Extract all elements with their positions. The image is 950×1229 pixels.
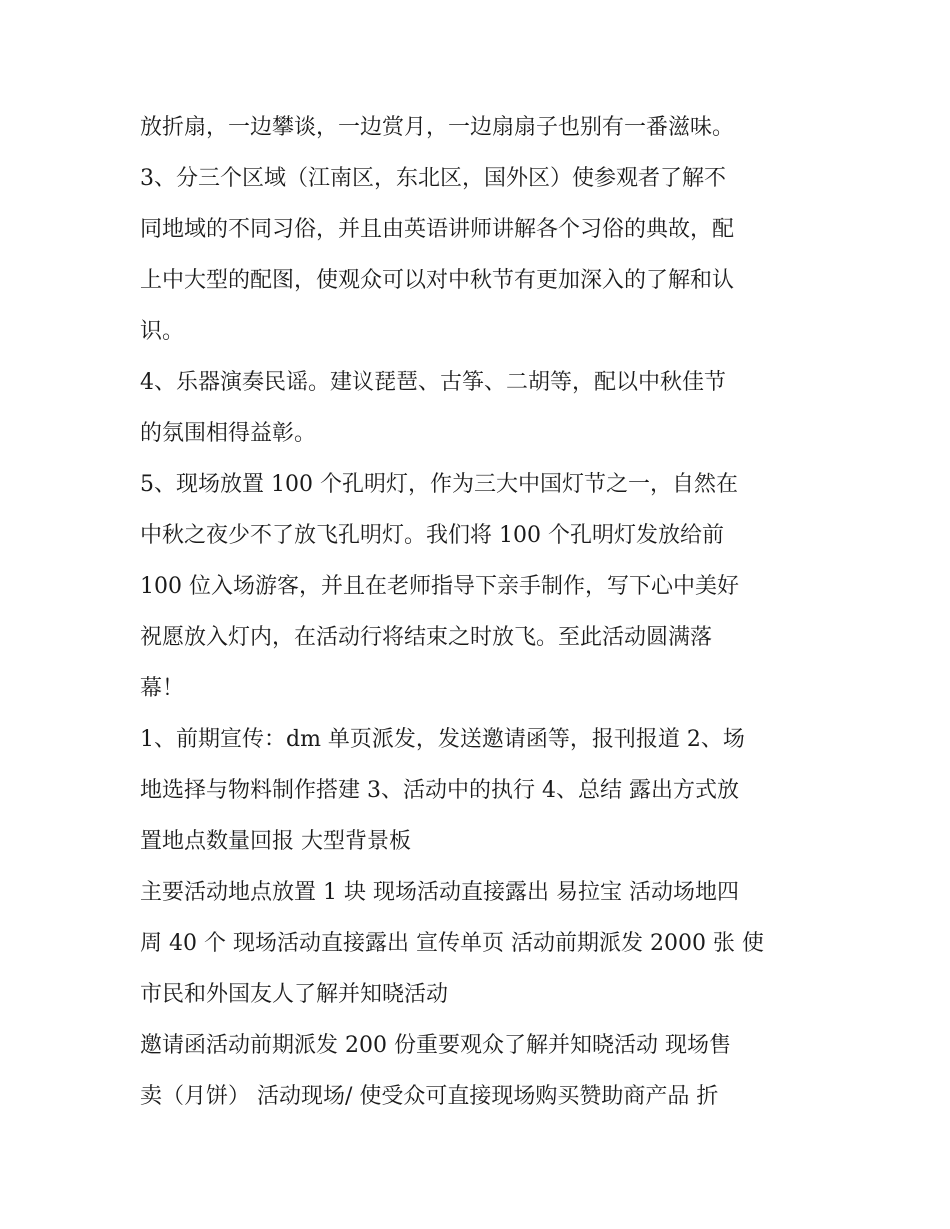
text-line: 卖（月饼） 活动现场/ 使受众可直接现场购买赞助商产品 折 — [140, 1084, 719, 1109]
text-line: 主要活动地点放置 1 块 现场活动直接露出 易拉宝 活动场地四 — [140, 880, 739, 905]
text-line: 100 位入场游客，并且在老师指导下亲手制作，写下心中美好 — [140, 574, 739, 599]
text-line: 幕！ — [140, 676, 185, 701]
text-line: 地选择与物料制作搭建 3、活动中的执行 4、总结 露出方式放 — [140, 778, 739, 803]
text-line: 的氛围相得益彰。 — [140, 421, 317, 446]
text-line: 上中大型的配图，使观众可以对中秋节有更加深入的了解和认 — [140, 268, 735, 293]
text-line: 5、现场放置 100 个孔明灯，作为三大中国灯节之一，自然在 — [140, 472, 738, 497]
text-line: 1、前期宣传：dm 单页派发，发送邀请函等，报刊报道 2、场 — [140, 727, 745, 752]
text-line: 识。 — [140, 319, 185, 344]
text-line: 中秋之夜少不了放飞孔明灯。我们将 100 个孔明灯发放给前 — [140, 523, 724, 548]
text-line: 置地点数量回报 大型背景板 — [140, 829, 411, 854]
text-line: 同地域的不同习俗，并且由英语讲师讲解各个习俗的典故，配 — [140, 217, 735, 242]
text-line: 祝愿放入灯内，在活动行将结束之时放飞。至此活动圆满落 — [140, 625, 713, 650]
text-line: 4、乐器演奏民谣。建议琵琶、古筝、二胡等，配以中秋佳节 — [140, 370, 726, 395]
text-line: 放折扇，一边攀谈，一边赏月，一边扇扇子也别有一番滋味。 — [140, 115, 735, 140]
text-line: 市民和外国友人了解并知晓活动 — [140, 982, 449, 1007]
text-line: 周 40 个 现场活动直接露出 宣传单页 活动前期派发 2000 张 使 — [140, 931, 764, 956]
document-body — [140, 102, 820, 1122]
text-line: 邀请函活动前期派发 200 份重要观众了解并知晓活动 现场售 — [140, 1033, 731, 1058]
text-line: 3、分三个区域（江南区，东北区，国外区）使参观者了解不 — [140, 166, 726, 191]
